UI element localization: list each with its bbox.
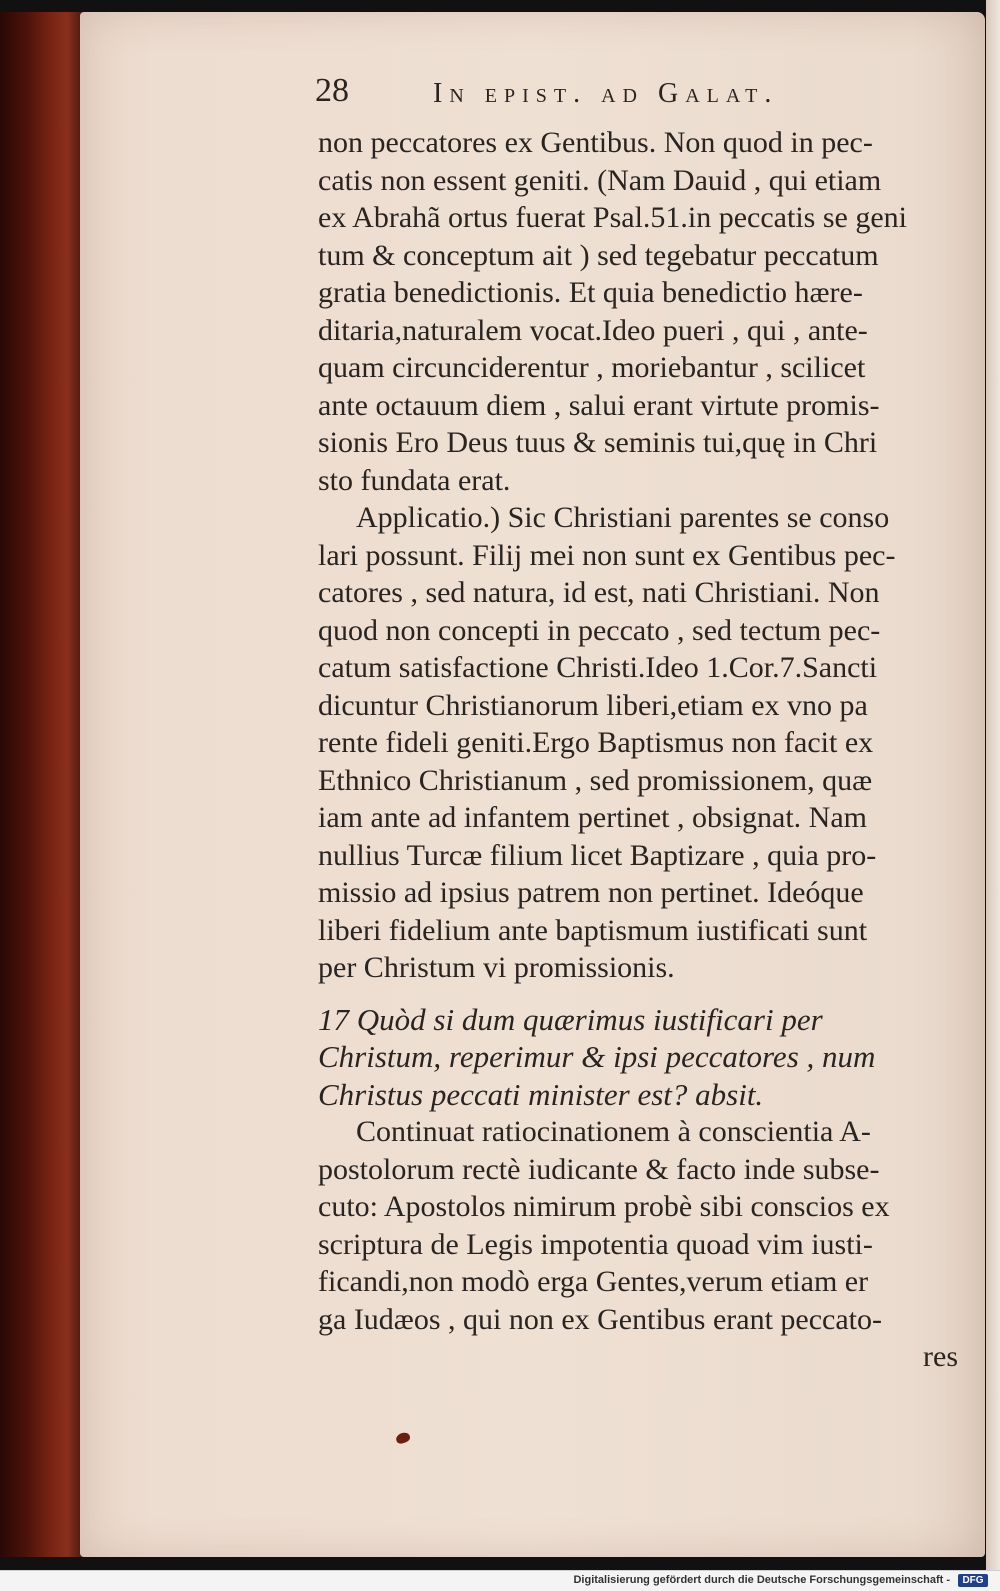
text-line: dicuntur Christianorum liberi,etiam ex vno pa <box>318 688 868 722</box>
applicatio-paragraph <box>318 499 958 987</box>
catchword: res <box>923 1340 958 1373</box>
text-line: per Christum vi promissionis. <box>318 951 675 984</box>
text-line: catum satisfactione Christi.Ideo 1.Cor.7.Sancti <box>318 651 878 684</box>
funding-credit: Digitalisierung gefördert durch die Deutsche Forschungsgemeinschaft - <box>573 1574 950 1586</box>
page-binding-edge <box>0 12 86 1557</box>
text-line: gratia benedictionis. Et quia benedictio hære- <box>318 276 863 309</box>
verse-paragraph <box>318 1001 958 1114</box>
text-line: scriptura de Legis impotentia quoad vim iusti- <box>318 1227 873 1261</box>
text-line: cuto: Apostolos nimirum probè sibi conscios ex <box>318 1190 890 1223</box>
text-line: postolorum rectè iudicante & facto inde subse- <box>318 1152 880 1186</box>
text-line: quod non concepti in peccato , sed tectum pec- <box>318 613 881 647</box>
text-line: non peccatores ex Gentibus. Non quod in pec- <box>318 126 873 159</box>
text-line: 17 Quòd si dum quærimus iustificari per <box>318 1001 823 1037</box>
text-line: ga Iudæos , qui non ex Gentibus erant peccato- <box>318 1302 883 1336</box>
footer-bar <box>0 1570 1000 1591</box>
text-line: Continuat ratiocinationem à conscientia A- <box>356 1115 871 1148</box>
text-line: Ethnico Christianum , sed promissionem, quæ <box>318 763 873 797</box>
text-line: ditaria,naturalem vocat.Ideo pueri , qui , ante- <box>318 313 868 347</box>
page-number: 28 <box>315 72 349 109</box>
text-line: sto fundata erat. <box>318 463 511 497</box>
scan-border <box>986 0 1000 1570</box>
body-paragraph <box>318 124 958 499</box>
text-line: nullius Turcæ filium licet Baptizare , quia pro- <box>318 838 877 872</box>
text-line: Christus peccati minister est? absit. <box>318 1076 764 1112</box>
text-line: liberi fidelium ante baptismum iustificati sunt <box>318 913 868 947</box>
text-line: quam circunciderentur , moriebantur , scilicet <box>318 351 866 384</box>
text-line: rente fideli geniti.Ergo Baptismus non facit ex <box>318 726 874 759</box>
text-line: tum & conceptum ait ) sed tegebatur peccatum <box>318 238 879 272</box>
text-line: ante octauum diem , salui erant virtute promis- <box>318 388 880 422</box>
text-line: catis non essent geniti. (Nam Dauid , qui etiam <box>318 163 882 197</box>
text-line: Applicatio.) Sic Christiani parentes se conso <box>356 501 890 534</box>
text-line: lari possunt. Filij mei non sunt ex Gentibus pec- <box>318 538 896 572</box>
dfg-logo: DFG <box>958 1574 988 1587</box>
text-line: sionis Ero Deus tuus & seminis tui,quę in Chri <box>318 426 878 459</box>
text-line: missio ad ipsius patrem non pertinet. Ideóque <box>318 876 864 909</box>
text-line: ex Abrahã ortus fuerat Psal.51.in peccatis se geni <box>318 201 907 234</box>
running-title: In epist. ad Galat. <box>433 78 779 109</box>
page-header <box>315 72 955 118</box>
text-line: ficandi,non modò erga Gentes,verum etiam er <box>318 1265 869 1298</box>
text-line: catores , sed natura, id est, nati Christiani. Non <box>318 576 880 609</box>
text-line: Christum, reperimur & ipsi peccatores , num <box>318 1039 876 1074</box>
text-line: iam ante ad infantem pertinet , obsignat. Nam <box>318 801 867 834</box>
commentary-paragraph <box>318 1113 958 1338</box>
page-text <box>318 124 958 1376</box>
